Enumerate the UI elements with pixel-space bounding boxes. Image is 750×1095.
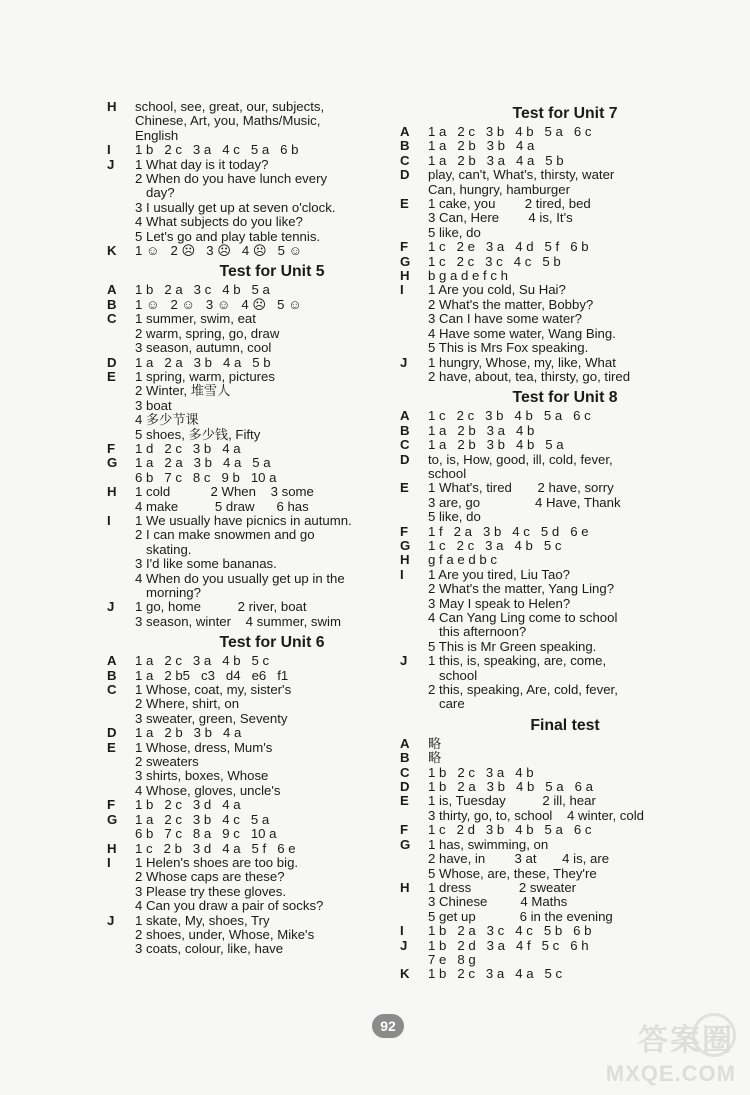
question-label: A [107, 653, 117, 669]
question-label: C [107, 682, 117, 698]
question-label: B [400, 422, 410, 438]
answer-row [400, 283, 730, 355]
question-label: H [107, 484, 117, 500]
answer-row [400, 553, 730, 567]
left-column [107, 100, 437, 957]
answer-row [400, 766, 730, 780]
answer-section [400, 104, 730, 384]
question-label: I [107, 512, 111, 528]
answer-row [107, 356, 437, 370]
answer-row [400, 269, 730, 283]
answer-row [400, 356, 730, 385]
question-label: E [400, 793, 409, 809]
question-label: D [107, 725, 117, 741]
watermark-text-top: 答案圈 [638, 1024, 734, 1057]
answer-section [107, 100, 437, 258]
answer-text: 1 What day is it today? 2 When do you have lunch every day? 3 I usually get up at seven o'clock. 4 What subjects do you like? 5 Let's go and play table tennis. [135, 156, 336, 244]
answer-row [400, 967, 730, 981]
question-label: E [400, 480, 409, 496]
answer-row [400, 197, 730, 240]
answer-text: 1 Are you cold, Su Hai? 2 What's the matter, Bobby? 3 Can I have some water? 4 Have some water, Wang Bing. 5 This is Mrs Fox speaking. [428, 282, 616, 356]
answer-row [400, 751, 730, 765]
answer-row [107, 813, 437, 842]
question-label: F [400, 822, 409, 838]
question-label: B [400, 138, 410, 154]
question-label: B [107, 667, 117, 683]
question-label: E [400, 196, 409, 212]
answer-text: 1 b 2 a 3 b 4 b 5 a 6 a [428, 779, 593, 795]
answer-section [107, 262, 437, 629]
answer-text: 1 c 2 c 3 a 4 b 5 c [428, 537, 562, 553]
answer-row [400, 125, 730, 139]
answer-text: 1 Are you tired, Liu Tao? 2 What's the matter, Yang Ling? 3 May I speak to Helen? 4 Can Yang Ling come to school this afternoon? 5 This is Mr Green speaking. [428, 566, 618, 654]
question-label: H [400, 268, 410, 284]
answer-section [400, 716, 730, 982]
answer-row [400, 737, 730, 751]
question-label: F [400, 523, 409, 539]
answer-text: to, is, How, good, ill, cold, fever, school [428, 451, 613, 481]
answer-row [400, 255, 730, 269]
answer-text: 1 We usually have picnics in autumn. 2 I can make snowmen and go skating. 3 I'd like some bananas. 4 When do you usually get up in the morning? [135, 512, 352, 600]
answer-row [107, 143, 437, 157]
answer-text: 1 skate, My, shoes, Try 2 shoes, under, Whose, Mike's 3 coats, colour, like, have [135, 912, 315, 957]
answer-text: 1 b 2 a 3 c 4 b 5 a [135, 282, 270, 298]
answer-row [107, 456, 437, 485]
answer-row [400, 823, 730, 837]
answer-row [107, 244, 437, 258]
answer-text: 1 Whose, dress, Mum's 2 sweaters 3 shirts, boxes, Whose 4 Whose, gloves, uncle's [135, 739, 281, 798]
answer-row [400, 794, 730, 823]
answer-row [400, 240, 730, 254]
answer-text: 1 a 2 c 3 a 4 b 5 c [135, 653, 270, 669]
question-label: A [107, 282, 117, 298]
answer-text: 1 ☺ 2 ☺ 3 ☺ 4 ☹ 5 ☺ [135, 296, 302, 312]
question-label: E [107, 368, 116, 384]
answer-row [107, 514, 437, 600]
question-label: I [107, 142, 111, 158]
answer-text: 1 a 2 b 3 a 4 b [428, 422, 535, 438]
answer-text: 1 d 2 c 3 b 4 a [135, 440, 241, 456]
answer-text: 1 cake, you 2 tired, bed 3 Can, Here 4 is, It's 5 like, do [428, 196, 591, 240]
answer-text: 1 f 2 a 3 b 4 c 5 d 6 e [428, 523, 589, 539]
question-label: A [400, 408, 410, 424]
question-label: G [400, 253, 411, 269]
answer-row [400, 780, 730, 794]
answer-row [107, 798, 437, 812]
answer-text: 1 b 2 c 3 a 4 c 5 a 6 b [135, 142, 299, 158]
answer-text: 1 c 2 c 3 b 4 b 5 a 6 c [428, 408, 591, 424]
answer-text: 1 go, home 2 river, boat 3 season, winter 4 summer, swim [135, 599, 341, 629]
answer-row [107, 741, 437, 799]
question-label: C [400, 764, 410, 780]
question-label: F [107, 440, 116, 456]
answer-row [400, 568, 730, 654]
question-label: B [107, 296, 117, 312]
answer-text: school, see, great, our, subjects, Chinese, Art, you, Maths/Music, English [135, 99, 325, 143]
answer-text: 1 has, swimming, on 2 have, in 3 at 4 is, are 5 Whose, are, these, They're [428, 836, 610, 881]
question-label: H [400, 552, 410, 568]
question-label: J [400, 937, 408, 953]
answer-row [107, 158, 437, 244]
answer-text: 1 c 2 e 3 a 4 d 5 f 6 b [428, 239, 589, 255]
question-label: C [400, 152, 410, 168]
answer-row [107, 654, 437, 668]
question-label: I [400, 566, 404, 582]
answer-text: play, can't, What's, thirsty, water Can, hungry, hamburger [428, 167, 615, 197]
answer-text: 1 c 2 c 3 c 4 c 5 b [428, 253, 561, 269]
page-number: 92 [372, 1014, 404, 1038]
answer-section [400, 388, 730, 712]
answer-row [107, 283, 437, 297]
answer-row [400, 424, 730, 438]
question-label: D [400, 167, 410, 183]
question-label: C [400, 437, 410, 453]
answer-row [400, 154, 730, 168]
question-label: D [400, 451, 410, 467]
answer-row [107, 856, 437, 914]
question-label: F [400, 239, 409, 255]
answer-text: 1 b 2 c 3 a 4 b [428, 764, 534, 780]
answer-text: g f a e d b c [428, 552, 497, 568]
answer-row [400, 481, 730, 524]
answer-text: 1 a 2 b 3 b 4 a [135, 725, 242, 741]
answer-text: 1 summer, swim, eat 2 warm, spring, go, draw 3 season, autumn, cool [135, 311, 280, 356]
answer-text: 1 a 2 b 3 b 4 b 5 a [428, 437, 564, 453]
answer-row [400, 881, 730, 924]
answer-row [107, 726, 437, 740]
answer-text: 1 spring, warm, pictures 2 Winter, 堆雪人 3 boat 4 多少节课 5 shoes, 多少钱, Fifty [135, 368, 275, 442]
answer-row [400, 453, 730, 482]
question-label: J [400, 653, 408, 669]
answer-text: 1 a 2 b 3 a 4 a 5 b [428, 152, 564, 168]
answer-row [400, 654, 730, 712]
answer-row [107, 100, 437, 143]
answer-row [400, 139, 730, 153]
answer-row [107, 669, 437, 683]
right-column [400, 100, 730, 982]
answer-text: 1 a 2 a 3 b 4 a 5 a 6 b 7 c 8 c 9 b 10 a [135, 455, 277, 485]
question-label: I [400, 282, 404, 298]
answer-row [400, 539, 730, 553]
answer-text: 1 a 2 c 3 b 4 c 5 a 6 b 7 c 8 a 9 c 10 a [135, 811, 277, 842]
answer-row [400, 168, 730, 197]
question-label: E [107, 739, 116, 755]
section-title: Test for Unit 6 [219, 634, 325, 652]
answer-row [107, 485, 437, 514]
answer-text: 1 a 2 b 3 b 4 a [428, 138, 535, 154]
answer-row [107, 442, 437, 456]
answer-text: 1 a 2 a 3 b 4 a 5 b [135, 354, 271, 370]
watermark [602, 1009, 742, 1089]
question-label: G [400, 537, 411, 553]
answer-row [400, 409, 730, 423]
answer-row [400, 525, 730, 539]
question-label: K [107, 243, 117, 259]
question-label: I [400, 923, 404, 939]
answer-text: 1 dress 2 sweater 3 Chinese 4 Maths 5 get up 6 in the evening [428, 879, 613, 924]
answer-row [107, 298, 437, 312]
answer-text: 1 cold 2 When 3 some 4 make 5 draw 6 has [135, 484, 314, 514]
answer-section [107, 633, 437, 957]
answer-text: 1 a 2 b5 c3 d4 e6 f1 [135, 667, 289, 683]
question-label: D [107, 354, 117, 370]
answer-row [107, 914, 437, 957]
answer-text: 1 b 2 d 3 a 4 f 5 c 6 h 7 e 8 g [428, 937, 589, 967]
answer-row [107, 842, 437, 856]
answer-text: 1 b 2 c 3 a 4 a 5 c [428, 966, 563, 982]
answer-row [400, 924, 730, 938]
question-label: K [400, 966, 410, 982]
question-label: J [400, 354, 408, 370]
question-label: G [107, 455, 118, 471]
question-label: A [400, 124, 410, 139]
question-label: H [107, 99, 117, 114]
question-label: I [107, 854, 111, 870]
answer-row [107, 370, 437, 442]
section-title: Final test [530, 716, 600, 734]
answer-row [400, 438, 730, 452]
answer-row [107, 683, 437, 726]
answer-row [400, 939, 730, 968]
answer-text: 1 b 2 c 3 d 4 a [135, 797, 241, 813]
question-label: A [400, 735, 410, 751]
question-label: H [107, 840, 117, 856]
question-label: D [400, 779, 410, 795]
section-title: Test for Unit 5 [219, 263, 325, 281]
answer-text: 1 c 2 d 3 b 4 b 5 a 6 c [428, 822, 592, 838]
answer-text: b g a d e f c h [428, 268, 508, 284]
watermark-text-bottom: MXQE.COM [605, 1061, 736, 1086]
question-label: H [400, 879, 410, 895]
question-label: B [400, 750, 410, 766]
answer-text: 1 Whose, coat, my, sister's 2 Where, shirt, on 3 sweater, green, Seventy [135, 682, 292, 726]
question-label: G [400, 836, 411, 852]
answer-text: 1 a 2 c 3 b 4 b 5 a 6 c [428, 124, 592, 139]
answer-text: 略 [428, 735, 442, 751]
answer-text: 1 is, Tuesday 2 ill, hear 3 thirty, go, to, school 4 winter, cold [428, 793, 644, 823]
question-label: G [107, 811, 118, 827]
section-title: Test for Unit 8 [512, 389, 618, 407]
question-label: C [107, 311, 117, 327]
question-label: F [107, 797, 116, 813]
answer-text: 1 c 2 b 3 d 4 a 5 f 6 e [135, 840, 296, 856]
question-label: J [107, 912, 115, 928]
answer-text: 略 [428, 750, 442, 766]
answer-text: 1 What's, tired 2 have, sorry 3 are, go 4 Have, Thank 5 like, do [428, 480, 621, 525]
section-title: Test for Unit 7 [512, 105, 618, 122]
answer-text: 1 this, is, speaking, are, come, school 2 this, speaking, Are, cold, fever, care [428, 653, 618, 712]
answer-text: 1 Helen's shoes are too big. 2 Whose caps are these? 3 Please try these gloves. 4 Can you draw a pair of socks? [135, 854, 324, 914]
answer-text: 1 b 2 a 3 c 4 c 5 b 6 b [428, 923, 592, 939]
answer-text: 1 ☺ 2 ☹ 3 ☹ 4 ☹ 5 ☺ [135, 243, 303, 259]
answer-row [107, 312, 437, 355]
answer-text: 1 hungry, Whose, my, like, What 2 have, about, tea, thirsty, go, tired [428, 354, 631, 384]
question-label: J [107, 599, 115, 615]
question-label: J [107, 156, 115, 172]
answer-row [107, 600, 437, 629]
answer-row [400, 838, 730, 881]
